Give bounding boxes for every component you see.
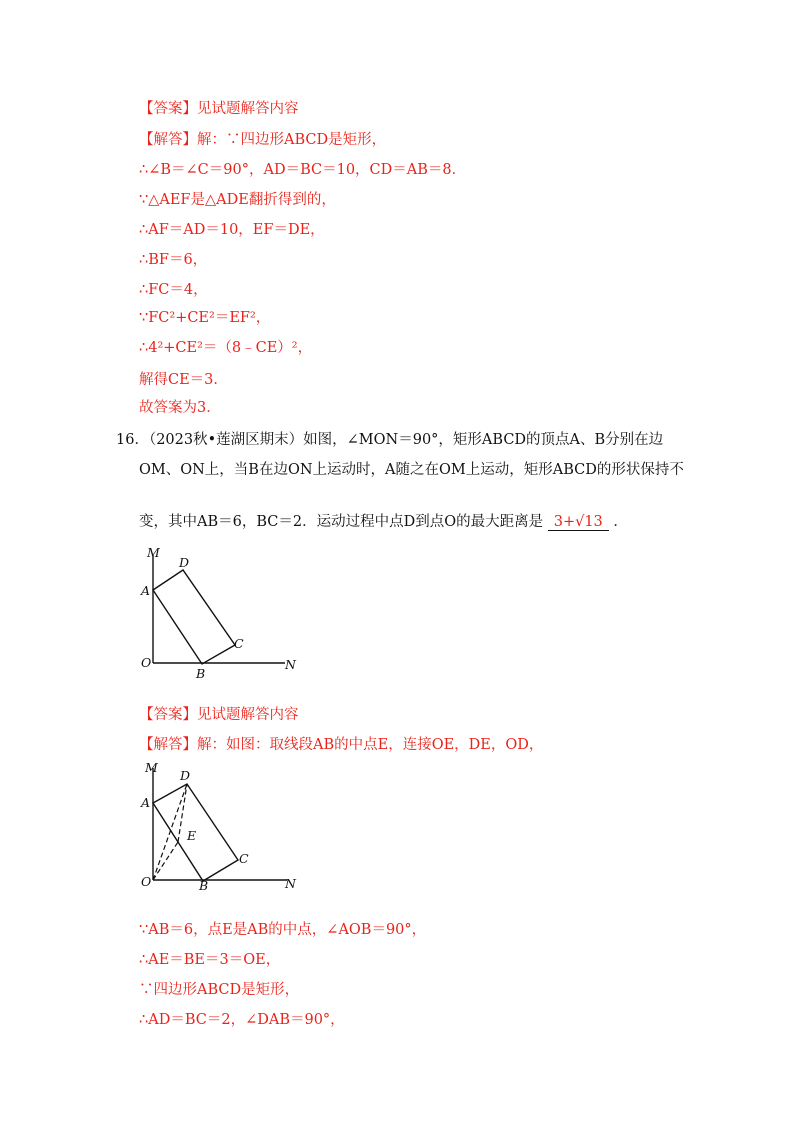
solution-intro: 【解答】解：如图：取线段AB的中点E，连接OE，DE，OD， — [139, 737, 544, 753]
answer-label-2: 【答案】见试题解答内容 — [139, 707, 299, 723]
solution-line: ∵△AEF是△ADE翻折得到的， — [139, 192, 336, 208]
label-B: B — [196, 666, 206, 681]
label-M: M — [147, 545, 160, 560]
solution-line: ∴AF＝AD＝10，EF＝DE， — [139, 222, 325, 238]
solution-line: ∵AB＝6，点E是AB的中点，∠AOB＝90°， — [139, 922, 427, 938]
answer-blank: 3+√13 — [548, 514, 609, 531]
solution-line: 解得CE＝3． — [139, 372, 228, 388]
label-O: O — [141, 874, 152, 889]
question-16-line1: 16．（2023秋•莲湖区期末）如图，∠MON＝90°，矩形ABCD的顶点A、B分别在边 — [116, 432, 664, 448]
solution-line: ∴AE＝BE＝3＝OE， — [139, 952, 281, 968]
answer-label-1: 【答案】见试题解答内容 — [139, 101, 299, 117]
label-C: C — [234, 636, 244, 651]
question-16-text: 变，其中AB＝6，BC＝2．运动过程中点D到点O的最大距离是 — [139, 514, 544, 530]
label-B: B — [199, 878, 209, 893]
label-N: N — [285, 876, 296, 891]
solution-line: ∴BF＝6， — [139, 252, 208, 268]
label-A: A — [141, 583, 151, 598]
question-16-suffix: ． — [613, 514, 628, 530]
question-16-line3 — [139, 512, 628, 532]
solution-line: ∴∠B＝∠C＝90°，AD＝BC＝10，CD＝AB＝8． — [139, 162, 467, 178]
solution-line: ∴FC＝4， — [139, 282, 208, 298]
solution-line: 故答案为3． — [139, 400, 221, 416]
solution-line: 【解答】解：∵四边形ABCD是矩形， — [139, 132, 387, 148]
label-A: A — [141, 795, 151, 810]
label-N: N — [285, 657, 296, 672]
label-M: M — [145, 760, 158, 775]
label-D: D — [180, 768, 191, 783]
solution-line: ∴4²+CE²＝（8﹣CE）²， — [139, 340, 313, 356]
label-O: O — [141, 655, 152, 670]
figure-rectangle-on-right-angle — [135, 545, 310, 685]
solution-line: ∴AD＝BC＝2，∠DAB＝90°， — [139, 1012, 345, 1028]
solution-line: ∵四边形ABCD是矩形， — [139, 982, 300, 998]
label-C: C — [239, 851, 249, 866]
figure-solution-construction — [135, 760, 310, 900]
label-D: D — [179, 555, 190, 570]
label-E: E — [187, 828, 197, 843]
question-16-line2: OM、ON上，当B在边ON上运动时，A随之在OM上运动，矩形ABCD的形状保持不 — [139, 462, 684, 478]
solution-line: ∵FC²+CE²＝EF²， — [139, 310, 271, 326]
